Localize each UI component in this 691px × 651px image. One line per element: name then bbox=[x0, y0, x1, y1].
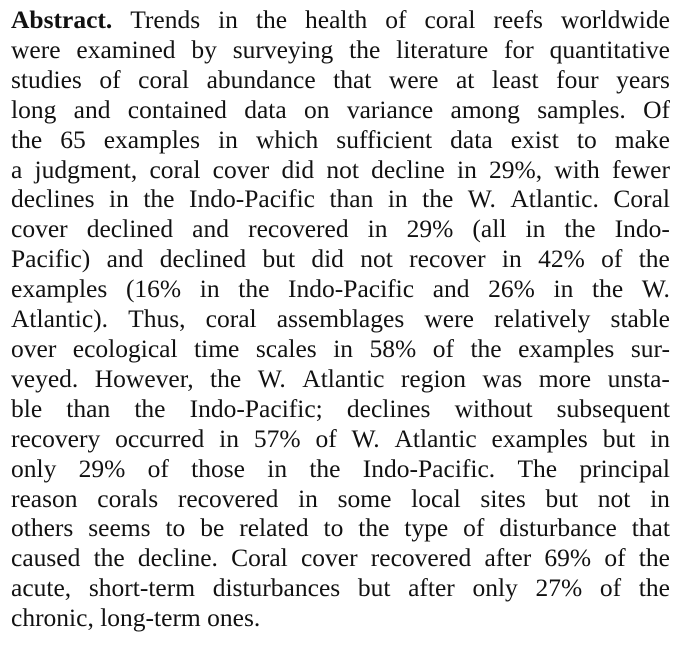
word: scales bbox=[255, 333, 317, 363]
word: the bbox=[349, 34, 381, 64]
word: the bbox=[134, 393, 166, 423]
abstract-line bbox=[11, 184, 670, 214]
abstract-line bbox=[11, 5, 670, 35]
word: Coral bbox=[613, 184, 670, 214]
word: years bbox=[616, 64, 670, 94]
word: long bbox=[11, 94, 57, 124]
word: acute, bbox=[11, 573, 72, 603]
word: some bbox=[337, 483, 392, 513]
word: disturbance bbox=[499, 513, 617, 543]
word: principal bbox=[579, 453, 670, 483]
word: recovered bbox=[177, 483, 279, 513]
abstract-line bbox=[11, 155, 670, 185]
word: region bbox=[400, 363, 467, 393]
word: stable bbox=[610, 304, 670, 334]
word: subsequent bbox=[556, 393, 670, 423]
word: Coral bbox=[231, 543, 288, 573]
word: 42% bbox=[538, 244, 585, 274]
word: ble bbox=[11, 393, 43, 423]
word: assemblages bbox=[276, 304, 405, 334]
word: others bbox=[11, 513, 74, 543]
word: among bbox=[450, 94, 520, 124]
abstract-line bbox=[11, 304, 670, 334]
word: local bbox=[411, 483, 461, 513]
word: the bbox=[470, 333, 502, 363]
word: the bbox=[358, 513, 390, 543]
word: on bbox=[304, 94, 330, 124]
abstract-line-last: chronic, long-term ones. bbox=[11, 603, 261, 633]
abstract-line bbox=[11, 394, 670, 424]
word: coral bbox=[138, 64, 190, 94]
word: was bbox=[482, 363, 523, 393]
word: decline bbox=[371, 154, 445, 184]
word: The bbox=[517, 453, 558, 483]
word: after bbox=[484, 543, 532, 573]
abstract-line bbox=[11, 364, 670, 394]
word: related bbox=[239, 513, 309, 543]
word: recovered bbox=[370, 543, 472, 573]
word: Atlantic). bbox=[11, 304, 109, 334]
word: but bbox=[262, 244, 296, 274]
word: of bbox=[385, 5, 407, 34]
word: by bbox=[191, 34, 217, 64]
abstract-line bbox=[11, 35, 670, 65]
word: Indo-Pacific bbox=[288, 274, 415, 304]
word: Indo-Pacific bbox=[188, 184, 315, 214]
abstract-line bbox=[11, 65, 670, 95]
word: but bbox=[357, 573, 391, 603]
word: in bbox=[650, 423, 670, 453]
abstract-line bbox=[11, 513, 670, 543]
word: reason bbox=[11, 483, 78, 513]
abstract-line bbox=[11, 214, 670, 244]
word: reefs bbox=[493, 5, 543, 34]
abstract-line bbox=[11, 274, 670, 304]
word: relatively bbox=[494, 304, 591, 334]
word: and bbox=[106, 244, 144, 274]
word: studies bbox=[11, 64, 82, 94]
word: 29%, bbox=[489, 154, 543, 184]
word: not bbox=[360, 244, 393, 274]
word: were bbox=[11, 34, 61, 64]
word: declines bbox=[346, 393, 431, 423]
word: Pacific) bbox=[11, 244, 91, 274]
word: in bbox=[218, 5, 238, 34]
word: to bbox=[323, 513, 344, 543]
word: surveying bbox=[232, 34, 334, 64]
word: for bbox=[504, 34, 534, 64]
word: of bbox=[463, 513, 485, 543]
word: and bbox=[73, 94, 111, 124]
word: that bbox=[631, 513, 670, 543]
word: W. bbox=[641, 274, 670, 304]
word: but bbox=[545, 483, 579, 513]
abstract-line bbox=[11, 454, 670, 484]
word: W. bbox=[257, 363, 286, 393]
word: in bbox=[456, 154, 477, 184]
word: the bbox=[592, 274, 624, 304]
word: the bbox=[564, 214, 596, 244]
word: in bbox=[298, 483, 318, 513]
word: 29% bbox=[78, 453, 126, 483]
word: (16% bbox=[125, 274, 182, 304]
word: make bbox=[614, 124, 670, 154]
abstract-line bbox=[11, 484, 670, 514]
word: sites bbox=[480, 483, 526, 513]
word: examples bbox=[103, 124, 201, 154]
word: to bbox=[165, 513, 186, 543]
word: of bbox=[99, 64, 121, 94]
word: after bbox=[408, 573, 455, 603]
abstract-label: Abstract. bbox=[11, 5, 113, 34]
word: at bbox=[455, 64, 475, 94]
word: variance bbox=[346, 94, 434, 124]
word: cover bbox=[212, 154, 270, 184]
word: Atlantic bbox=[302, 363, 385, 393]
word: than bbox=[329, 184, 374, 214]
word: quantitative bbox=[549, 34, 670, 64]
word: sufficient bbox=[336, 124, 433, 154]
word: of bbox=[599, 573, 622, 603]
word: in bbox=[650, 483, 670, 513]
word: examined bbox=[76, 34, 176, 64]
word: did bbox=[311, 244, 344, 274]
word: of bbox=[432, 333, 454, 363]
word: were bbox=[424, 304, 474, 334]
word: recovery bbox=[11, 423, 101, 453]
word: abundance bbox=[206, 64, 316, 94]
word: and bbox=[432, 274, 470, 304]
word: cover bbox=[300, 543, 358, 573]
word: the bbox=[255, 5, 288, 34]
word: coral bbox=[424, 5, 476, 34]
word: Indo- bbox=[614, 214, 670, 244]
word: and bbox=[192, 214, 229, 244]
word: only bbox=[472, 573, 518, 603]
word: health bbox=[305, 5, 368, 34]
word: occurred bbox=[115, 423, 205, 453]
word: W. bbox=[351, 423, 380, 453]
word: type bbox=[404, 513, 449, 543]
word: the bbox=[11, 124, 43, 154]
word: but bbox=[602, 423, 636, 453]
word: the bbox=[422, 184, 454, 214]
word: short-term bbox=[88, 573, 196, 603]
word: the bbox=[210, 363, 242, 393]
word: in bbox=[219, 423, 239, 453]
word: coral bbox=[205, 304, 257, 334]
word: a bbox=[11, 154, 23, 184]
word: to bbox=[576, 124, 597, 154]
word: in bbox=[218, 124, 238, 154]
abstract-line bbox=[11, 244, 670, 274]
word: coral bbox=[149, 154, 201, 184]
word: only bbox=[11, 453, 57, 483]
abstract-line bbox=[11, 125, 670, 155]
word: that bbox=[333, 64, 372, 94]
word: literature bbox=[396, 34, 489, 64]
abstract-line bbox=[11, 573, 670, 603]
word: in bbox=[109, 184, 129, 214]
word: in bbox=[501, 244, 522, 274]
word: Of bbox=[643, 94, 670, 124]
word: in bbox=[267, 453, 288, 483]
word: Trends bbox=[130, 5, 201, 34]
word: worldwide bbox=[560, 5, 670, 34]
word: caused bbox=[11, 543, 81, 573]
word: more bbox=[538, 363, 592, 393]
word: with bbox=[554, 154, 600, 184]
word: declined bbox=[86, 214, 174, 244]
word: unsta- bbox=[607, 363, 670, 393]
word: in bbox=[367, 214, 388, 244]
word: Indo-Pacific. bbox=[362, 453, 496, 483]
word: seems bbox=[88, 513, 151, 543]
word: samples. bbox=[537, 94, 626, 124]
word: corals bbox=[97, 483, 159, 513]
word: 29% bbox=[406, 214, 454, 244]
word: W. bbox=[467, 184, 496, 214]
word: examples bbox=[518, 333, 615, 363]
word: sur- bbox=[630, 333, 670, 363]
word: fewer bbox=[611, 154, 670, 184]
word: of bbox=[604, 543, 626, 573]
word: cover bbox=[11, 214, 68, 244]
word: 65 bbox=[60, 124, 86, 154]
word: veyed. bbox=[11, 363, 79, 393]
word: 27% bbox=[535, 573, 583, 603]
word: data bbox=[244, 94, 287, 124]
word: of bbox=[315, 423, 337, 453]
word: ecological bbox=[72, 333, 178, 363]
word: in bbox=[553, 274, 574, 304]
word: did bbox=[281, 154, 315, 184]
word: in bbox=[387, 184, 408, 214]
word: declines bbox=[11, 184, 95, 214]
word: declined bbox=[159, 244, 247, 274]
word: (all bbox=[472, 214, 507, 244]
abstract-paragraph bbox=[11, 5, 670, 633]
word: without bbox=[454, 393, 533, 423]
word: were bbox=[388, 64, 439, 94]
word: in bbox=[199, 274, 220, 304]
word: which bbox=[255, 124, 319, 154]
word: time bbox=[194, 333, 240, 363]
word: Indo-Pacific; bbox=[189, 393, 323, 423]
word: decline. bbox=[137, 543, 218, 573]
word: the bbox=[638, 244, 670, 274]
word: judgment, bbox=[34, 154, 138, 184]
word: those bbox=[191, 453, 245, 483]
word: than bbox=[66, 393, 111, 423]
word: not bbox=[597, 483, 631, 513]
abstract-line bbox=[11, 334, 670, 364]
word: the bbox=[309, 453, 341, 483]
word: However, bbox=[94, 363, 194, 393]
word: in bbox=[333, 333, 354, 363]
word: over bbox=[11, 333, 57, 363]
word: contained bbox=[127, 94, 227, 124]
word: Atlantic. bbox=[510, 184, 599, 214]
word: Thus, bbox=[128, 304, 186, 334]
word: recover bbox=[409, 244, 486, 274]
word: of bbox=[601, 244, 623, 274]
word: 69% bbox=[544, 543, 592, 573]
word: examples bbox=[11, 274, 108, 304]
word: in bbox=[525, 214, 546, 244]
word: data bbox=[450, 124, 493, 154]
word: not bbox=[326, 154, 359, 184]
word: of bbox=[147, 453, 169, 483]
word: the bbox=[638, 573, 670, 603]
abstract-line bbox=[11, 424, 670, 454]
word: disturbances bbox=[212, 573, 341, 603]
word: be bbox=[200, 513, 225, 543]
word: the bbox=[238, 274, 270, 304]
word: 26% bbox=[488, 274, 535, 304]
word: the bbox=[638, 543, 670, 573]
word: four bbox=[556, 64, 599, 94]
word: 58% bbox=[369, 333, 417, 363]
word: the bbox=[143, 184, 175, 214]
word: examples bbox=[491, 423, 588, 453]
abstract-line bbox=[11, 95, 670, 125]
word: exist bbox=[510, 124, 559, 154]
word: recovered bbox=[248, 214, 349, 244]
abstract-line bbox=[11, 543, 670, 573]
word: the bbox=[93, 543, 125, 573]
word: Atlantic bbox=[394, 423, 477, 453]
word: least bbox=[491, 64, 539, 94]
word: 57% bbox=[253, 423, 301, 453]
